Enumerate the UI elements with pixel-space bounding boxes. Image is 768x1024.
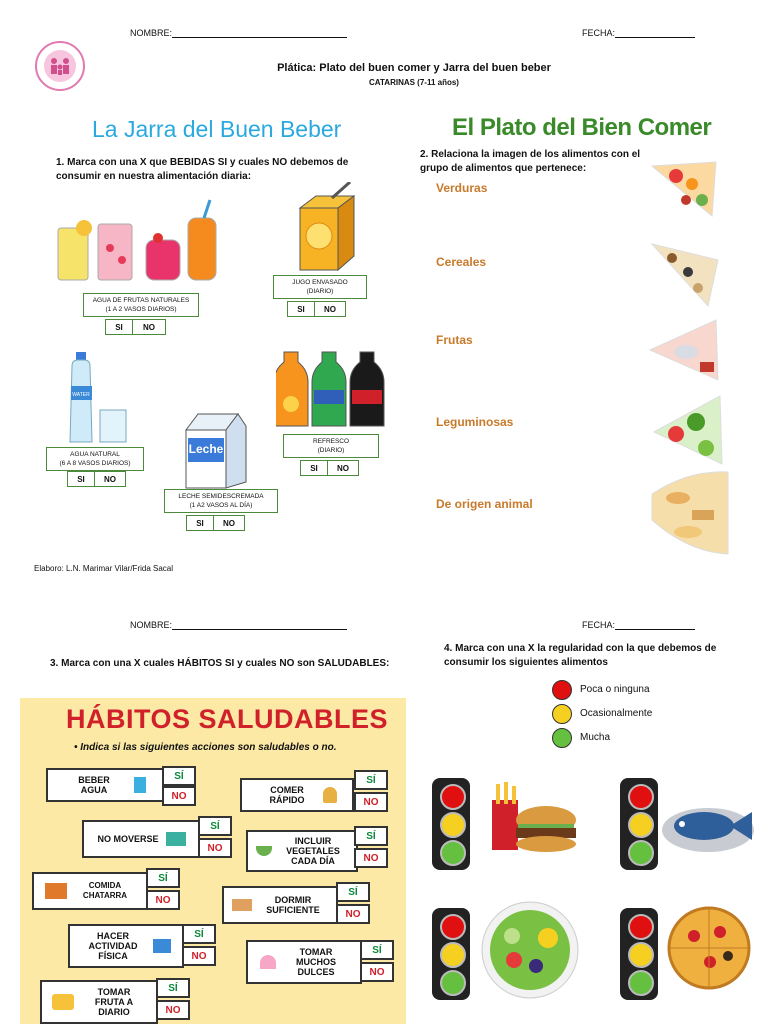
fruit-basket-icon <box>52 994 74 1010</box>
legend-ocasional: Ocasionalmente <box>580 708 653 719</box>
item-label: AGUA DE FRUTAS NATURALES <box>92 297 190 304</box>
red-light[interactable] <box>440 784 466 810</box>
habit-label: INCLUIR VEGETALES CADA DÍA <box>286 836 340 866</box>
habitos-subheading: • Indica si las siguientes acciones son saludables o no. <box>74 742 337 753</box>
habitos-heading: HÁBITOS SALUDABLES <box>66 704 389 734</box>
food-slice-fruits-image[interactable] <box>646 160 718 220</box>
nombre-field-2[interactable] <box>130 620 347 630</box>
green-light[interactable] <box>628 970 654 996</box>
habit-no-vegetales[interactable]: NO <box>354 848 388 868</box>
item-detail: (DIARIO) <box>306 288 334 295</box>
item-detail: (6 A 8 VASOS DIARIOS) <box>59 460 131 467</box>
regularidad-question: 4. Marca con una X la regularidad con la que debemos de consumir los siguientes alimentos <box>444 643 717 668</box>
item-label: REFRESCO <box>312 438 350 445</box>
habit-no-beber-agua[interactable]: NO <box>162 786 196 806</box>
habit-si-comer-rapido[interactable]: SÍ <box>354 770 388 790</box>
item-label: JUGO ENVASADO <box>292 279 348 286</box>
fish-image <box>660 796 756 856</box>
item-detail: (1 A2 VASOS AL DÍA) <box>189 502 253 509</box>
milk-carton-image <box>180 412 252 490</box>
habit-label: COMIDA CHATARRA <box>82 881 128 900</box>
traffic-light-pizza <box>620 908 658 1000</box>
habit-card-no-moverse <box>82 820 200 858</box>
nombre-label-2: NOMBRE: <box>130 620 173 630</box>
habit-no-dulces[interactable]: NO <box>360 962 394 982</box>
habit-no-comida-chatarra[interactable]: NO <box>146 890 180 910</box>
group-leguminosas[interactable]: Leguminosas <box>436 415 514 429</box>
junk-food-icon <box>45 883 67 899</box>
habit-label: TOMAR FRUTA A DIARIO <box>94 987 134 1017</box>
sneaker-icon <box>153 939 171 953</box>
fecha-field[interactable] <box>582 28 695 38</box>
milk-carton-text: Leche <box>188 442 224 456</box>
plato-question: 2. Relaciona la imagen de los alimentos con el grupo de alimentos que pertenece: <box>420 149 641 174</box>
habit-card-vegetales <box>246 830 358 872</box>
red-light[interactable] <box>440 914 466 940</box>
jarra-heading: La Jarra del Buen Beber <box>92 116 342 142</box>
habit-si-actividad[interactable]: SÍ <box>182 924 216 944</box>
green-light[interactable] <box>628 840 654 866</box>
beverage-label-juice <box>273 275 367 299</box>
red-light[interactable] <box>628 784 654 810</box>
habit-label: NO MOVERSE <box>97 834 159 844</box>
legend-yellow-dot <box>552 704 572 724</box>
habit-si-beber-agua[interactable]: SÍ <box>162 766 196 786</box>
beverage-label-milk <box>164 489 278 513</box>
habit-no-actividad[interactable]: NO <box>182 946 216 966</box>
habit-si-comida-chatarra[interactable]: SÍ <box>146 868 180 888</box>
habit-si-dormir[interactable]: SÍ <box>336 882 370 902</box>
habit-card-beber-agua <box>46 768 164 802</box>
bed-icon <box>232 899 252 911</box>
habit-no-no-moverse[interactable]: NO <box>198 838 232 858</box>
food-slice-vegetables-image[interactable] <box>650 392 726 468</box>
elaboro-credit: Elaboro: L.N. Marimar Vilar/Frida Sacal <box>34 564 174 573</box>
habit-no-fruta[interactable]: NO <box>156 1000 190 1020</box>
si-box[interactable]: SI <box>105 319 133 335</box>
item-detail: (1 A 2 VASOS DIARIOS) <box>105 306 177 313</box>
no-box[interactable]: NO <box>133 319 166 335</box>
habit-si-no-moverse[interactable]: SÍ <box>198 816 232 836</box>
water-bottle-image <box>64 352 132 446</box>
fecha-field-2[interactable] <box>582 620 695 630</box>
si-box[interactable]: SI <box>300 460 328 476</box>
legend-mucha: Mucha <box>580 732 611 743</box>
si-box[interactable]: SI <box>287 301 315 317</box>
yellow-light[interactable] <box>628 942 654 968</box>
item-detail: (DIARIO) <box>317 447 345 454</box>
habit-card-comer-rapido <box>240 778 354 812</box>
page-title: Plática: Plato del buen comer y Jarra del buen beber <box>277 62 551 74</box>
traffic-light-salad <box>432 908 470 1000</box>
food-slice-legumes-image[interactable] <box>648 240 720 310</box>
green-light[interactable] <box>440 970 466 996</box>
si-box[interactable]: SI <box>186 515 214 531</box>
item-label: LECHE SEMIDESCREMADA <box>178 493 264 500</box>
habit-si-dulces[interactable]: SÍ <box>360 940 394 960</box>
habit-label: COMER RÁPIDO <box>269 785 305 805</box>
habit-card-actividad <box>68 924 184 968</box>
water-label-text: WATER <box>72 392 90 398</box>
page-subtitle: CATARINAS (7-11 años) <box>369 78 459 87</box>
legend-poca: Poca o ninguna <box>580 684 650 695</box>
glass-icon <box>134 777 146 793</box>
juice-box-image <box>292 182 362 274</box>
legend-green-dot <box>552 728 572 748</box>
group-cereales[interactable]: Cereales <box>436 255 487 269</box>
no-box[interactable]: NO <box>328 460 359 476</box>
yellow-light[interactable] <box>628 812 654 838</box>
no-box[interactable]: NO <box>214 515 245 531</box>
habit-card-fruta <box>40 980 158 1024</box>
yn-water <box>67 471 126 487</box>
legend-red-dot <box>552 680 572 700</box>
group-origen-animal[interactable]: De origen animal <box>436 497 533 511</box>
habit-no-comer-rapido[interactable]: NO <box>354 792 388 812</box>
salad-icon <box>256 846 272 856</box>
food-slice-animal-image[interactable] <box>646 318 720 382</box>
no-box[interactable]: NO <box>95 471 126 487</box>
habit-label: TOMAR MUCHOS DULCES <box>296 947 336 977</box>
group-frutas[interactable]: Frutas <box>436 333 473 347</box>
si-box[interactable]: SI <box>67 471 95 487</box>
habit-si-fruta[interactable]: SÍ <box>156 978 190 998</box>
jarra-question: 1. Marca con una X que BEBIDAS SI y cuales NO debemos de consumir en nuestra alimentación diaria: <box>56 157 349 182</box>
beverage-label-fruit-water <box>83 293 199 317</box>
red-light[interactable] <box>628 914 654 940</box>
group-verduras[interactable]: Verduras <box>436 181 488 195</box>
couch-icon <box>166 832 186 846</box>
habitos-question: 3. Marca con una X cuales HÁBITOS SI y cuales NO son SALUDABLES: <box>50 658 390 669</box>
fecha-label-2: FECHA: <box>582 620 616 630</box>
food-slice-cereals-image[interactable] <box>648 470 732 556</box>
habit-card-dormir <box>222 886 338 924</box>
plato-heading: El Plato del Bien Comer <box>452 114 712 141</box>
habit-label: DORMIR SUFICIENTE <box>266 895 320 915</box>
yn-fruit-water <box>105 319 166 335</box>
beverage-label-soda <box>283 434 379 458</box>
habit-no-dormir[interactable]: NO <box>336 904 370 924</box>
yellow-light[interactable] <box>440 812 466 838</box>
item-label: AGUA NATURAL <box>70 451 120 458</box>
yn-soda <box>300 460 359 476</box>
fruit-water-image <box>54 198 224 284</box>
salad-image <box>478 900 582 1000</box>
pizza-image <box>664 906 754 990</box>
beverage-label-water <box>46 447 144 471</box>
fast-food-image <box>488 780 580 862</box>
green-light[interactable] <box>440 840 466 866</box>
nombre-label: NOMBRE: <box>130 28 173 38</box>
yn-milk <box>186 515 245 531</box>
habit-label: BEBER AGUA <box>78 775 110 795</box>
fecha-label: FECHA: <box>582 28 616 38</box>
cupcake-icon <box>260 955 276 969</box>
yellow-light[interactable] <box>440 942 466 968</box>
habit-label: HACER ACTIVIDAD FÍSICA <box>88 931 138 961</box>
nombre-field[interactable] <box>130 28 347 38</box>
person-eating-icon <box>323 787 337 803</box>
habitos-panel <box>20 698 406 1024</box>
habit-card-dulces <box>246 940 362 984</box>
habit-card-comida-chatarra <box>32 872 148 910</box>
traffic-light-fastfood <box>432 778 470 870</box>
yn-juice <box>287 301 346 317</box>
soda-bottles-image <box>276 342 386 430</box>
habit-si-vegetales[interactable]: SÍ <box>354 826 388 846</box>
traffic-light-fish <box>620 778 658 870</box>
no-box[interactable]: NO <box>315 301 346 317</box>
